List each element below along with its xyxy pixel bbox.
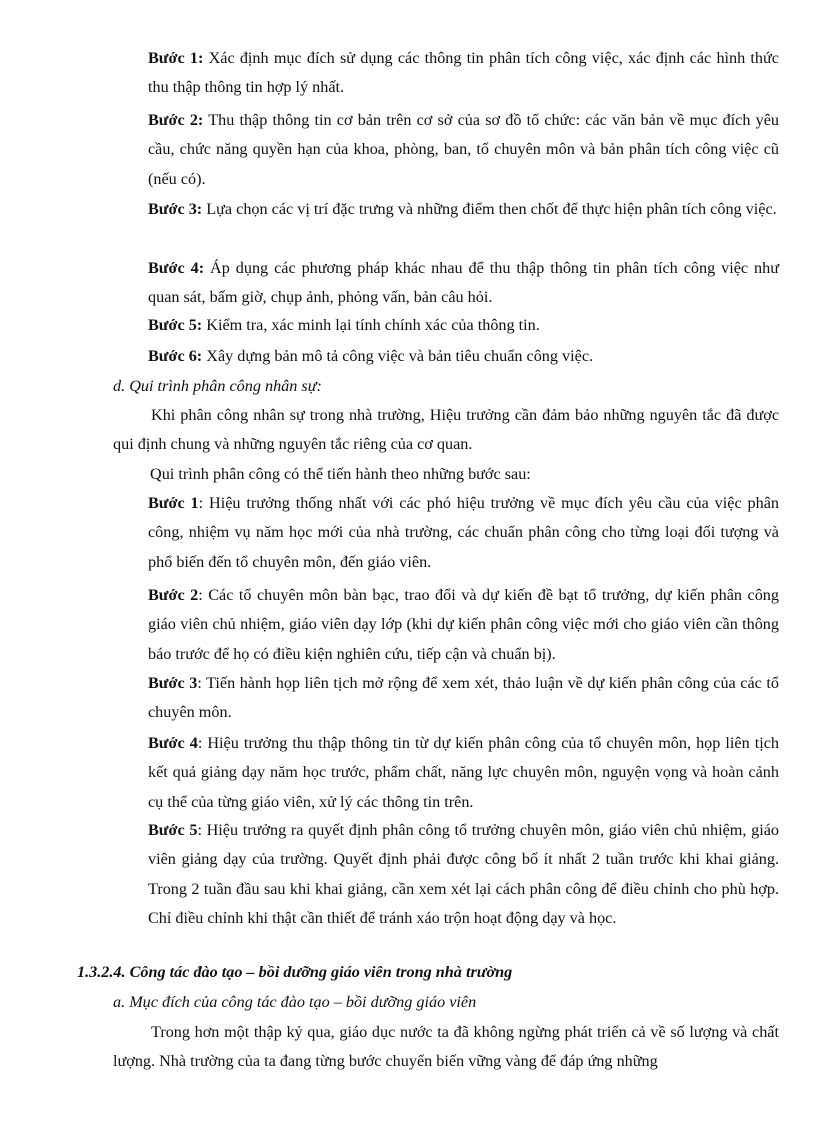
step-label: Bước 4:	[148, 259, 205, 277]
step-label: Bước 4	[148, 734, 198, 752]
section-1324-heading: 1.3.2.4. Công tác đào tạo – bồi dưỡng giáo viên trong nhà trường	[77, 963, 513, 981]
step-text: Lựa chọn các vị trí đặc trưng và những điểm then chốt để thực hiện phân tích công việc.	[202, 200, 777, 218]
step-label: Bước 1	[148, 494, 199, 512]
step-a-1	[148, 44, 779, 103]
step-d-5	[148, 816, 779, 933]
step-d-2	[148, 581, 779, 669]
step-d-4	[148, 729, 779, 817]
step-text: Áp dụng các phương pháp khác nhau để thu thập thông tin phân tích công việc như quan sát, bấm giờ, chụp ảnh, phỏng vấn, bản câu hỏi.	[148, 259, 779, 307]
section-1324-subheading: a. Mục đích của công tác đào tạo – bồi dưỡng giáo viên	[113, 993, 477, 1011]
step-text: Xây dựng bản mô tả công việc và bản tiêu chuẩn công việc.	[202, 347, 594, 365]
step-label: Bước 6:	[148, 347, 203, 365]
step-text: : Tiến hành họp liên tịch mở rộng để xem xét, thảo luận về dự kiến phân công của các tổ chuyên môn.	[148, 674, 779, 722]
section-d-heading: d. Qui trình phân công nhân sự:	[113, 377, 322, 395]
step-d-1	[148, 489, 779, 577]
step-label: Bước 2	[148, 586, 199, 604]
step-label: Bước 5:	[148, 316, 203, 334]
step-a-3	[148, 195, 779, 224]
step-text: Kiểm tra, xác minh lại tính chính xác của thông tin.	[202, 316, 540, 334]
step-text: : Hiệu trưởng ra quyết định phân công tổ trưởng chuyên môn, giáo viên chủ nhiệm, giáo viên giảng dạy của trường. Quyết định phải được công bố ít nhất 2 tuần trước khi khai giảng. Trong 2 tuần đầu sau khi khai giảng, cần xem xét lại cách phân công để điều chỉnh cho phù hợp. Chỉ điều chỉnh khi thật cần thiết để tránh xáo trộn hoạt động dạy và học.	[148, 821, 779, 927]
step-label: Bước 3:	[148, 200, 203, 218]
step-a-2	[148, 106, 779, 194]
step-text: : Hiệu trưởng thống nhất với các phó hiệu trưởng về mục đích yêu cầu của việc phân công, nhiệm vụ năm học mới của nhà trường, các chuẩn phân công cho từng loại đối tượng và phổ biến đến tổ chuyên môn, đến giáo viên.	[148, 494, 779, 571]
step-label: Bước 2:	[148, 111, 204, 129]
step-d-3	[148, 669, 779, 728]
step-a-4	[148, 254, 779, 313]
section-1324-paragraph: Trong hơn một thập kỷ qua, giáo dục nước ta đã không ngừng phát triển cả về số lượng và chất lượng. Nhà trường của ta đang từng bước chuyển biến vững vàng để đáp ứng những	[113, 1023, 779, 1071]
section-d-lead: Qui trình phân công có thể tiến hành theo những bước sau:	[150, 465, 531, 483]
step-text: : Hiệu trưởng thu thập thông tin từ dự kiến phân công của tổ chuyên môn, họp liên tịch kết quả giảng dạy năm học trước, phẩm chất, năng lực chuyên môn, nguyện vọng và hoàn cảnh cụ thể của từng giáo viên, xử lý các thông tin trên.	[148, 734, 779, 811]
step-label: Bước 3	[148, 674, 198, 692]
step-text: Thu thập thông tin cơ bản trên cơ sở của sơ đồ tổ chức: các văn bản về mục đích yêu cầu, chức năng quyền hạn của khoa, phòng, ban, tổ chuyên môn và bản phân tích công việc cũ (nếu có).	[148, 111, 779, 188]
step-label: Bước 5	[148, 821, 198, 839]
step-label: Bước 1:	[148, 49, 204, 67]
step-text: Xác định mục đích sử dụng các thông tin phân tích công việc, xác định các hình thức thu thập thông tin hợp lý nhất.	[148, 49, 779, 97]
step-a-6	[148, 342, 779, 371]
step-a-5	[148, 311, 779, 340]
section-d-intro: Khi phân công nhân sự trong nhà trường, Hiệu trưởng cần đảm bảo những nguyên tắc đã được qui định chung và những nguyên tắc riêng của cơ quan.	[113, 406, 779, 454]
step-text: : Các tổ chuyên môn bàn bạc, trao đổi và dự kiến đề bạt tổ trưởng, dự kiến phân công giáo viên chủ nhiệm, giáo viên dạy lớp (khi dự kiến phân công việc mới cho giáo viên cần thông báo trước để họ có điều kiện nghiên cứu, tiếp cận và chuẩn bị).	[148, 586, 779, 663]
